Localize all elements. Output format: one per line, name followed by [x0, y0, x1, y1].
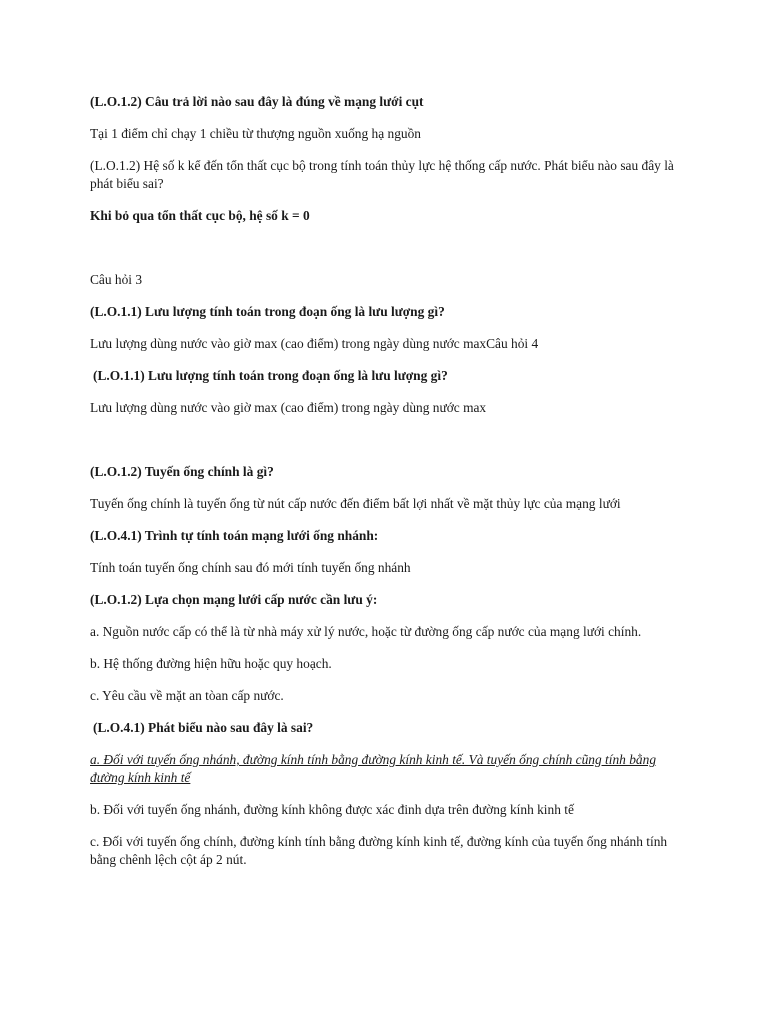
option-c-safety: c. Yêu cầu về mặt an tòan cấp nước. — [90, 688, 284, 703]
answer-design-flow: Lưu lượng dùng nước vào giờ max (cao điểm) trong ngày dùng nước maxCâu hỏi 4 — [90, 336, 539, 351]
answer-branch-calculation: Tính toán tuyến ống chính sau đó mới tính tuyến ống nhánh — [90, 560, 411, 575]
question-lo-1-2-dead-end-network: (L.O.1.2) Câu trả lời nào sau đây là đúng về mạng lưới cụt — [90, 94, 424, 109]
question-lo-1-1-design-flow-repeat: (L.O.1.1) Lưu lượng tính toán trong đoạn ống là lưu lượng gì? — [93, 368, 448, 383]
question-lo-1-2-network-selection: (L.O.1.2) Lựa chọn mạng lưới cấp nước cần lưu ý: — [90, 592, 378, 607]
answer-coefficient-k: Khi bỏ qua tổn thất cục bộ, hệ số k = 0 — [90, 208, 310, 223]
document-page — [90, 93, 690, 883]
option-a-water-source: a. Nguồn nước cấp có thể là từ nhà máy xử lý nước, hoặc từ đường ống cấp nước của mạng lưới chính. — [90, 624, 642, 639]
question-lo-1-2-main-pipeline: (L.O.1.2) Tuyến ống chính là gì? — [90, 464, 274, 479]
answer-main-pipeline: Tuyến ống chính là tuyến ống từ nút cấp nước đến điểm bất lợi nhất về mặt thủy lực của mạng lưới — [90, 496, 621, 511]
spacer — [90, 239, 690, 271]
question-lo-4-1-false-statement: (L.O.4.1) Phát biểu nào sau đây là sai? — [93, 720, 314, 735]
option-c-main-diameter: c. Đối với tuyến ống chính, đường kính tính bằng đường kính kinh tế, đường kính của tuyến ống nhánh tính bằng chênh lệch cột áp 2 nút. — [90, 834, 668, 867]
option-b-branch-diameter: b. Đối với tuyến ống nhánh, đường kính không được xác đinh dựa trên đường kính kinh tế — [90, 802, 574, 817]
answer-dead-end-network: Tại 1 điểm chỉ chạy 1 chiều từ thượng nguồn xuống hạ nguồn — [90, 126, 422, 141]
question-lo-1-1-design-flow: (L.O.1.1) Lưu lượng tính toán trong đoạn ống là lưu lượng gì? — [90, 304, 445, 319]
option-a-selected-answer: a. Đối với tuyến ống nhánh, đường kính tính bằng đường kính kinh tế. Và tuyến ống chính cũng tính bằng đường kính kinh tế — [90, 752, 657, 785]
answer-design-flow-repeat: Lưu lượng dùng nước vào giờ max (cao điểm) trong ngày dùng nước max — [90, 400, 487, 415]
question-lo-1-2-coefficient-k: (L.O.1.2) Hệ số k kể đến tổn thất cục bộ trong tính toán thủy lực hệ thống cấp nước. Phát biểu nào sau đây là phát biểu sai? — [90, 158, 674, 191]
question-3-heading: Câu hỏi 3 — [90, 272, 143, 287]
spacer — [90, 431, 690, 463]
question-lo-4-1-branch-calculation: (L.O.4.1) Trình tự tính toán mạng lưới ống nhánh: — [90, 528, 379, 543]
option-b-road-system: b. Hệ thống đường hiện hữu hoặc quy hoạch. — [90, 656, 332, 671]
